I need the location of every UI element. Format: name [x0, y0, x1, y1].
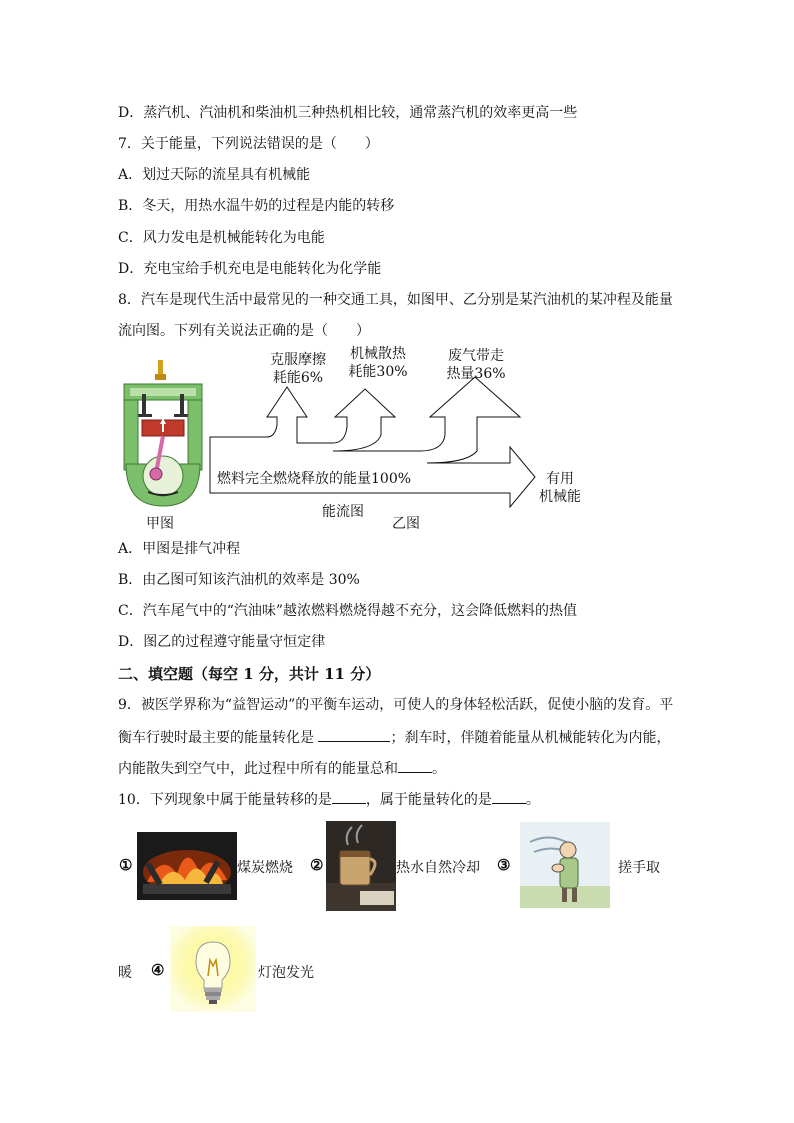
output-energy-label: 有用 机械能: [539, 471, 581, 505]
engine-stroke-figure: [118, 358, 213, 508]
caption-yi: 乙图: [392, 516, 420, 532]
rubbing-hands-image: [520, 822, 610, 908]
q10-stem: 10．下列现象中属于能量转移的是 ，属于能量转化的是 。: [118, 789, 540, 810]
loss-friction-label: 克服摩擦 耗能6%: [270, 352, 326, 386]
q10-blank-1[interactable]: [332, 789, 366, 804]
q8-option-c: C．汽车尾气中的“汽油味”越浓燃料燃烧得越不充分，这会降低燃料的热值: [118, 603, 578, 619]
item-1-label: 煤炭燃烧: [237, 860, 293, 876]
loss-exhaust-label: 废气带走 热量36%: [446, 348, 506, 382]
q7-option-d: D．充电宝给手机充电是电能转化为化学能: [118, 261, 382, 277]
q9-blank-1[interactable]: [318, 727, 390, 742]
coal-fire-image: [137, 832, 237, 900]
q7-stem: 7．关于能量，下列说法错误的是（ ）: [118, 136, 379, 152]
q8-option-b: B．由乙图可知该汽油机的效率是 30%: [118, 572, 360, 588]
item-3-label-wrap: 暖: [118, 965, 132, 981]
q9-line3: 内能散失到空气中，此过程中所有的能量总和 。: [118, 758, 446, 779]
q9-blank-2[interactable]: [398, 758, 432, 773]
item-2-label: 热水自然冷却: [396, 860, 480, 876]
section-title: 二、填空题（每空 1 分，共计 11 分）: [118, 665, 381, 683]
q8-option-a: A．甲图是排气冲程: [118, 541, 241, 557]
q6-option-d: D．蒸汽机、汽油机和柴油机三种热机相比较，通常蒸汽机的效率更高一些: [118, 105, 578, 121]
caption-flow: 能流图: [322, 504, 364, 520]
q7-option-a: A．划过天际的流星具有机械能: [118, 167, 311, 183]
item-3-label: 搓手取: [618, 860, 660, 876]
light-bulb-image: [170, 926, 256, 1012]
item-4-number: ④: [151, 961, 165, 979]
q7-option-c: C．风力发电是机械能转化为电能: [118, 230, 325, 246]
item-3-number: ③: [497, 856, 511, 874]
hot-drink-image: [326, 821, 396, 911]
item-1-number: ①: [119, 856, 133, 874]
item-4-label: 灯泡发光: [258, 965, 314, 981]
loss-heat-label: 机械散热 耗能30%: [348, 346, 408, 380]
item-2-number: ②: [310, 856, 324, 874]
q8-option-d: D．图乙的过程遵守能量守恒定律: [118, 634, 326, 650]
q10-blank-2[interactable]: [492, 789, 526, 804]
q9-line1: 9．被医学界称为“益智运动”的平衡车运动，可使人的身体轻松活跃，促使小脑的发育。平: [118, 697, 674, 713]
q9-line2: 衡车行驶时最主要的能量转化是 ；刹车时，伴随着能量从机械能转化为内能，: [118, 727, 670, 748]
input-energy-label: 燃料完全燃烧释放的能量100%: [217, 471, 412, 487]
q8-stem-line2: 流向图。下列有关说法正确的是（ ）: [118, 323, 370, 339]
q7-option-b: B．冬天，用热水温牛奶的过程是内能的转移: [118, 198, 395, 214]
caption-jia: 甲图: [146, 516, 174, 532]
q8-stem-line1: 8．汽车是现代生活中最常见的一种交通工具，如图甲、乙分别是某汽油机的某冲程及能量: [118, 292, 673, 308]
